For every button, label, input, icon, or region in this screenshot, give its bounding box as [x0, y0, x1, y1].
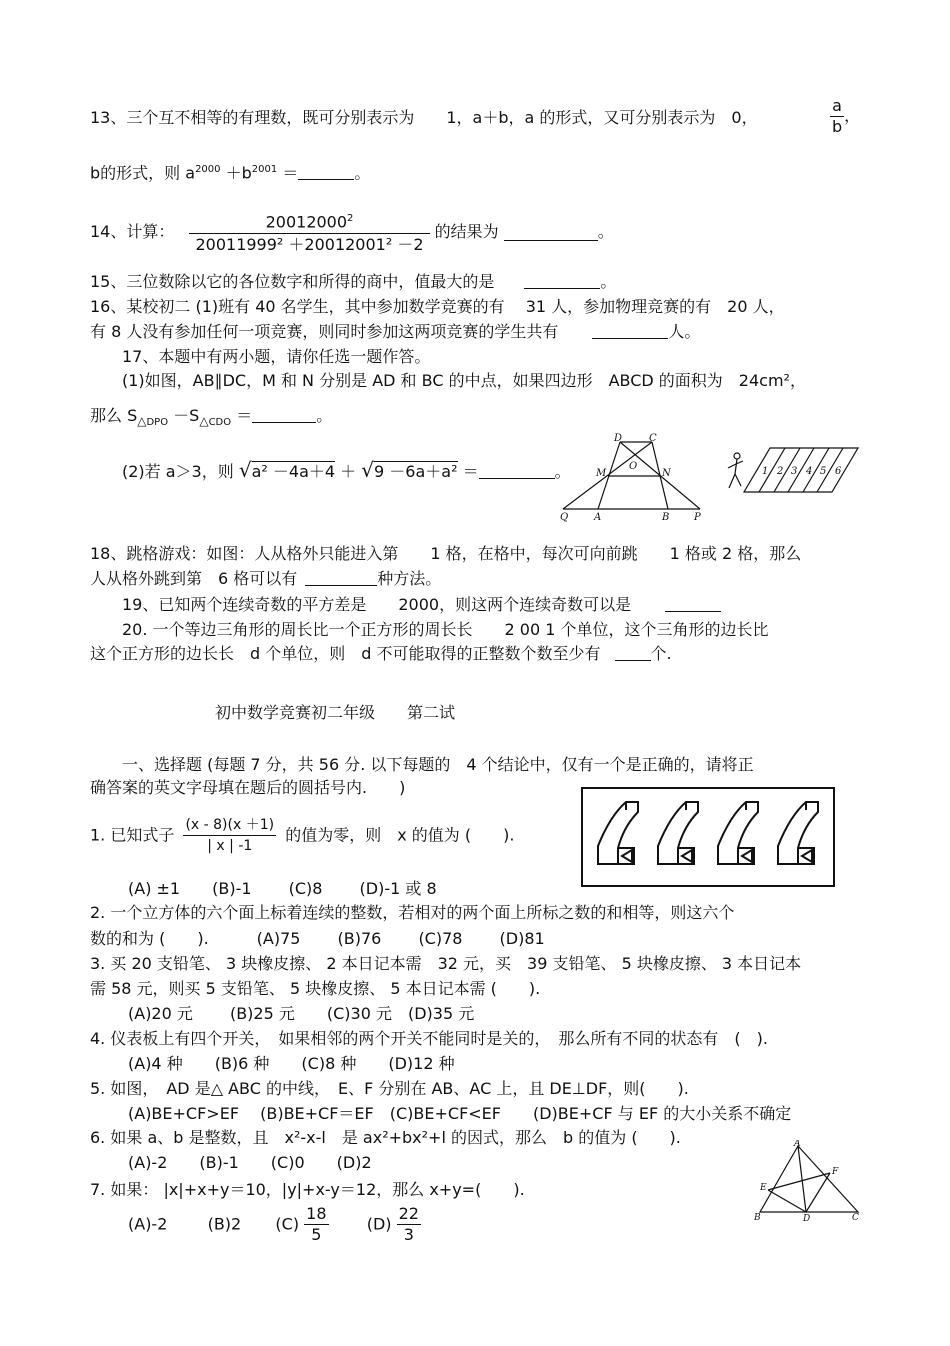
label-D: D: [614, 433, 623, 444]
c7-optD-num: 22: [398, 1204, 419, 1223]
c2-line1: 2. 一个立方体的六个面上标着连续的整数，若相对的两个面上所标之数的和相等，则这六个: [90, 903, 735, 922]
q13-frac-num: a: [832, 96, 842, 115]
label-F: F: [832, 1167, 839, 1177]
c5-options: (A)BE+CF>EF (B)BE+CF＝EF (C)BE+CF<EF (D)BE+CF 与 EF 的大小关系不确定: [128, 1104, 792, 1123]
label-M: M: [596, 468, 607, 479]
label-A: A: [794, 1140, 801, 1149]
answer-blank[interactable]: [524, 272, 600, 289]
q20-line2: 这个正方形的边长长 d 个单位，则 d 不可能取得的正整数个数至少有 个.: [90, 644, 672, 663]
switch-panel-figure: [580, 786, 836, 888]
c1-line: 1. 已知式子 $\frac{(x - 8)(x +1)}{| x | -1}$ 的值为零，则 x 的值为 ( ).: [90, 817, 515, 854]
c4-line1: 4. 仪表板上有四个开关， 如果相邻的两个开关不能同时是关的， 那么所有不同的状态有 ( ).: [90, 1029, 768, 1048]
q18-line2: 人从格外跳到第 6 格可以有 种方法。: [90, 569, 442, 588]
grid-cell-5: 5: [820, 466, 827, 477]
q14-frac-num: 20012000$^2$: [265, 212, 354, 232]
c3-line1: 3. 买 20 支铅笔、 3 块橡皮擦、 2 本日记本需 32 元，买 39 支铅笔、 5 块橡皮擦、 3 本日记本: [90, 954, 802, 973]
answer-blank[interactable]: [298, 163, 354, 180]
q14-frac-den: 20011999² ＋20012001² －2: [189, 233, 429, 256]
label-D: D: [803, 1214, 811, 1222]
grid-cell-4: 4: [806, 466, 813, 477]
c7-line1: 7. 如果： |x|+x+y＝10，|y|+x-y＝12，那么 x+y=( ).: [90, 1180, 525, 1199]
q15-line: 15、三位数除以它的各位数字和所得的商中，值最大的是 。: [90, 272, 617, 291]
grid-cell-6: 6: [835, 466, 842, 477]
c7-optC-den: 5: [304, 1224, 328, 1245]
c3-options: (A)20 元 (B)25 元 (C)30 元 (D)35 元: [128, 1004, 475, 1023]
q13-fraction: $\frac{a}{b}$ ，: [832, 96, 861, 136]
c3-line2: 需 58 元，则买 5 支铅笔、 5 块橡皮擦、 5 本日记本需 ( ).: [90, 979, 541, 998]
label-N: N: [662, 468, 671, 479]
grid-cell-3: 3: [791, 466, 798, 477]
c4-options: (A)4 种 (B)6 种 (C)8 种 (D)12 种: [128, 1054, 455, 1073]
q20-line1: 20. 一个等边三角形的周长比一个正方形的周长长 2 00 1 个单位，这个三角形的边长比: [122, 620, 769, 639]
q17-part1: (1)如图，AB∥DC，M 和 N 分别是 AD 和 BC 的中点，如果四边形 ABCD 的面积为 24cm²，: [122, 371, 806, 390]
label-Q: Q: [560, 512, 569, 523]
answer-blank[interactable]: [592, 322, 668, 339]
sqrt-symbol: √: [361, 458, 375, 482]
label-B: B: [662, 512, 670, 523]
answer-blank[interactable]: [479, 462, 555, 479]
c5-line1: 5. 如图， AD 是△ ABC 的中线， E、F 分别在 AB、AC 上，且 DE⊥DF，则( ).: [90, 1079, 689, 1098]
triangle-figure: [752, 1140, 864, 1222]
c6-line1: 6. 如果 a、b 是整数，且 x²-x-l 是 ax²+bx²+l 的因式，那么 b 的值为 ( ).: [90, 1128, 681, 1147]
sqrt-symbol: √: [238, 458, 252, 482]
label-A: A: [594, 512, 602, 523]
answer-blank[interactable]: [305, 569, 377, 586]
q13-line1: 13、三个互不相等的有理数，既可分别表示为 1，a＋b，a 的形式，又可分别表示为 0，: [90, 108, 758, 127]
c2-line2: 数的和为 ( ). (A)75 (B)76 (C)78 (D)81: [90, 929, 545, 948]
q14-line: 14、计算： $\frac{20012000^2}{\text{20011999² ＋20012001² －2}}$ 的结果为 。: [90, 208, 614, 256]
switch-icons: [598, 802, 818, 864]
q16-line1: 16、某校初二 (1)班有 40 名学生，其中参加数学竞赛的有 31 人，参加物理竞赛的有 20 人，: [90, 297, 785, 316]
answer-blank[interactable]: [615, 644, 651, 661]
c1-frac-den: | x | -1: [183, 835, 276, 856]
c6-options: (A)-2 (B)-1 (C)0 (D)2: [128, 1153, 372, 1172]
grid-cell-2: 2: [777, 466, 784, 477]
trapezoid-figure: [558, 432, 708, 524]
part1-line2: 确答案的英文字母填在题后的圆括号内. ): [90, 778, 406, 797]
jump-grid-figure: [724, 444, 864, 500]
answer-blank[interactable]: [665, 595, 721, 612]
q19-line: 19、已知两个连续奇数的平方差是 2000，则这两个连续奇数可以是: [122, 595, 721, 615]
q16-line2: 有 8 人没有参加任何一项竞赛，则同时参加这两项竞赛的学生共有 人。: [90, 322, 701, 341]
section-title: 初中数学竞赛初二年级 第二试: [215, 703, 456, 722]
grid-cell-1: 1: [762, 466, 769, 477]
c7-optC-num: 18: [306, 1204, 327, 1223]
q13-line2: b的形式，则 $a^{2000} +b^{2001}$ ＝ 。: [90, 163, 371, 183]
c7-options: (A)-2 (B)2 (C) $\frac{18}{5}$ (D) $\frac{22}{3}$: [128, 1204, 419, 1244]
label-P: P: [694, 512, 701, 523]
q17-intro: 17、本题中有两小题，请你任选一题作答。: [122, 347, 431, 366]
part1-line1: 一、选择题 (每题 7 分，共 56 分. 以下每题的 4 个结论中，仅有一个是正确的，请将正: [122, 755, 754, 774]
answer-blank[interactable]: [504, 224, 598, 241]
label-C: C: [649, 433, 657, 444]
q18-line1: 18、跳格游戏：如图：人从格外只能进入第 1 格，在格中，每次可向前跳 1 格或 2 格，那么: [90, 544, 802, 563]
q17-part2: (2)若 a＞3，则 √a² －4a＋4 ＋ √9 －6a＋a² ＝ 。: [122, 458, 571, 482]
q17-part1-b: 那么 $S_{\triangle DPO} -S_{\triangle CDO}$ ＝ 。: [90, 406, 333, 429]
label-O: O: [629, 461, 638, 472]
q13-frac-den: b: [832, 117, 843, 136]
label-C: C: [852, 1213, 859, 1222]
c7-optD-den: 3: [397, 1224, 421, 1245]
c1-options: (A) ±1 (B)-1 (C)8 (D)-1 或 8: [128, 879, 437, 898]
c1-frac-num: (x - 8)(x ＋1): [185, 817, 275, 833]
label-E: E: [760, 1183, 767, 1193]
label-B: B: [754, 1213, 761, 1222]
answer-blank[interactable]: [252, 406, 316, 423]
